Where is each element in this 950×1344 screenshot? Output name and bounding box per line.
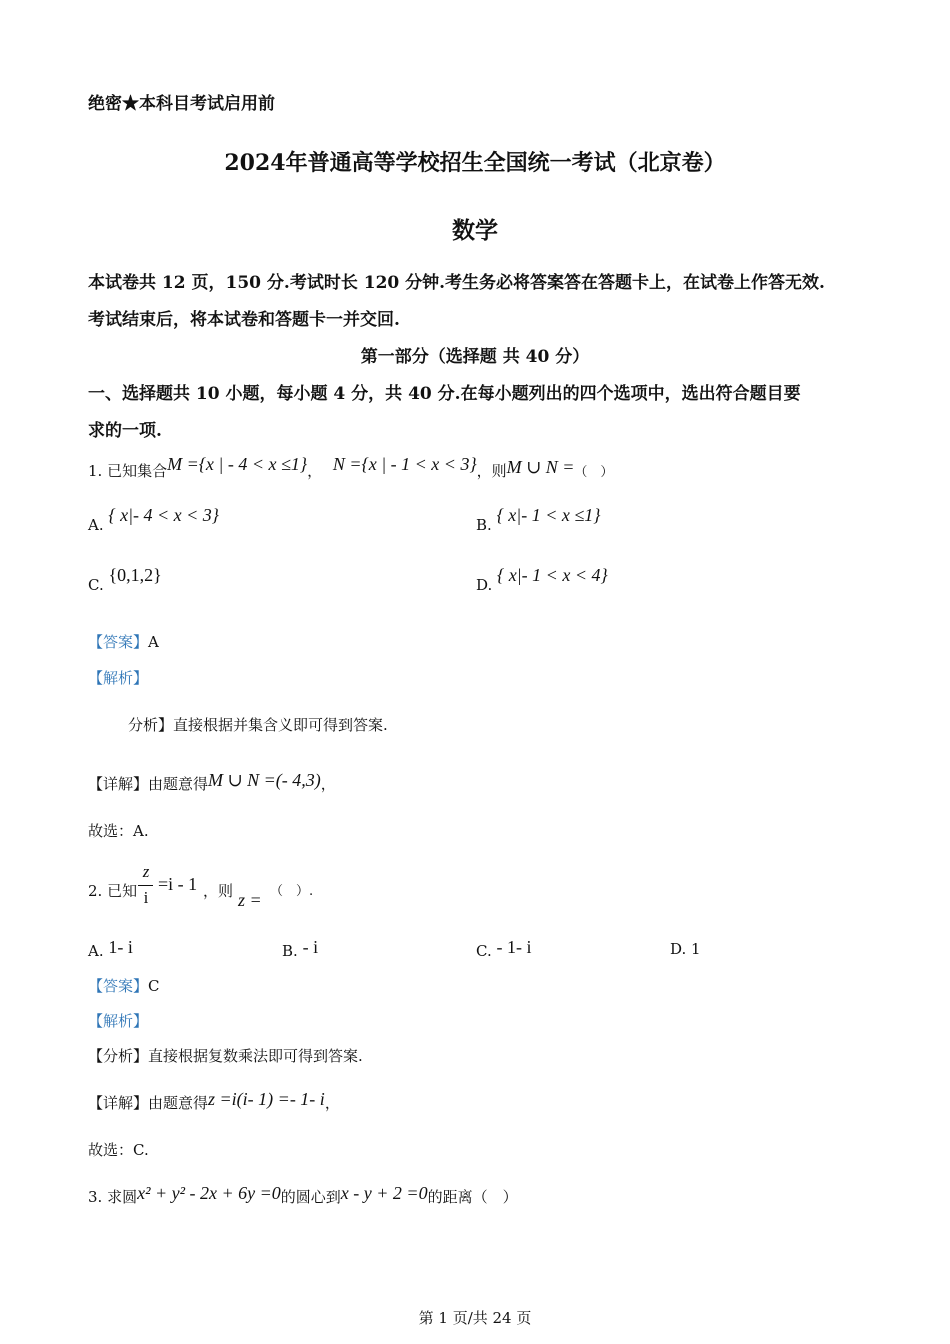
detail-end: ， (320, 775, 336, 793)
intro-line-1: 本试卷共 12 页，150 分.考试时长 120 分钟.考生务必将答案答在答题卡上，在试卷上作答无效. (88, 273, 825, 293)
option-math: {0,1,2} (108, 565, 162, 585)
option-math: { x|- 1 < x < 4} (497, 565, 608, 585)
q1-option-d (476, 565, 608, 595)
option-label: D. (670, 940, 687, 958)
secret-notice: 绝密★本科目考试启用前 (88, 94, 275, 114)
answer-value: A (148, 633, 159, 651)
q1-option-b (476, 505, 601, 535)
q3-line: x - y + 2 =0 (340, 1183, 428, 1203)
subject-title: 数学 (452, 217, 498, 244)
q1-option-a (88, 505, 220, 535)
part-title: 第一部分（选择题 共 40 分） (360, 347, 590, 367)
detail-math: z =i(i- 1) =- 1- i (208, 1089, 325, 1109)
q2-option-a (88, 937, 133, 961)
option-label: A. (88, 516, 104, 534)
option-math: { x|- 1 < x ≤1} (496, 505, 601, 525)
option-label: B. (282, 942, 298, 960)
answer-tag: 【答案】 (88, 977, 149, 995)
q2-then: ，则 (203, 882, 234, 900)
q1-option-c (88, 565, 162, 595)
q3-prefix: 3. 求圆 (88, 1188, 138, 1206)
q3-end: 的距离（ ） (427, 1188, 518, 1206)
intro-line-2: 考试结束后，将本试卷和答题卡一并交回. (88, 310, 400, 330)
option-label: B. (476, 516, 492, 534)
detail-text: 由题意得 (148, 1094, 209, 1112)
q1-analysis-text: 分析】直接根据并集含义即可得到答案. (128, 716, 388, 734)
answer-value: C (148, 977, 160, 995)
section-line-2: 求的一项. (88, 421, 162, 441)
q2-prefix: 2. 已知 (88, 882, 138, 900)
question-1-stem (88, 454, 614, 481)
option-label: C. (88, 576, 104, 594)
option-label: C. (476, 942, 492, 960)
q1-detail (88, 770, 336, 794)
q2-blank: （ ）. (270, 884, 314, 899)
q2-analysis-text: 【分析】直接根据复数乘法即可得到答案. (88, 1047, 363, 1065)
q2-frac-bar (138, 885, 153, 886)
option-math: - 1- i (496, 937, 532, 957)
section-line-1: 一、选择题共 10 小题，每小题 4 分，共 40 分.在每小题列出的四个选项中，选出符合题目要 (88, 384, 801, 404)
option-math: - i (302, 937, 319, 957)
q1-union: M ∪ N = (506, 457, 575, 477)
q1-set-n: N ={x | - 1 < x < 3} (332, 454, 477, 474)
detail-text: 由题意得 (148, 775, 209, 793)
q2-option-b (282, 937, 319, 961)
q2-frac-num: z (142, 862, 150, 881)
q1-prefix: 1. 已知集合 (88, 462, 168, 480)
q2-z-eq: z = (238, 890, 262, 910)
q2-option-d (670, 940, 701, 958)
exam-title: 2024年普通高等学校招生全国统一考试（北京卷） (224, 150, 726, 176)
q2-analysis-tag: 【解析】 (88, 1012, 149, 1030)
detail-math: M ∪ N =(- 4,3) (208, 770, 321, 790)
q2-answer (88, 975, 160, 996)
option-math: 1- i (108, 937, 133, 957)
q1-sep: ， (307, 462, 323, 480)
option-label: D. (476, 576, 493, 594)
detail-end: ， (324, 1094, 340, 1112)
q2-option-c (476, 937, 532, 961)
option-math: 1 (691, 940, 701, 958)
detail-tag: 【详解】 (88, 775, 149, 793)
answer-tag: 【答案】 (88, 633, 149, 651)
option-label: A. (88, 942, 104, 960)
q2-eq-rhs: =i - 1 (158, 874, 198, 894)
q2-frac-den: i (143, 888, 149, 907)
page-number: 第 1 页/共 24 页 (418, 1309, 532, 1327)
q1-conclusion: 故选：A. (88, 822, 149, 840)
q3-circle: x² + y² - 2x + 6y =0 (137, 1183, 281, 1203)
question-3-stem (88, 1183, 518, 1207)
q1-then: ，则 (476, 462, 507, 480)
q2-conclusion: 故选：C. (88, 1141, 149, 1159)
q3-mid: 的圆心到 (280, 1188, 341, 1206)
q1-set-m: M ={x | - 4 < x ≤1} (167, 454, 308, 474)
q1-analysis-tag: 【解析】 (88, 669, 149, 687)
option-math: { x|- 4 < x < 3} (108, 505, 220, 525)
q2-detail (88, 1089, 340, 1113)
detail-tag: 【详解】 (88, 1094, 149, 1112)
q1-answer (88, 631, 159, 652)
q1-blank: （ ） (574, 465, 614, 480)
